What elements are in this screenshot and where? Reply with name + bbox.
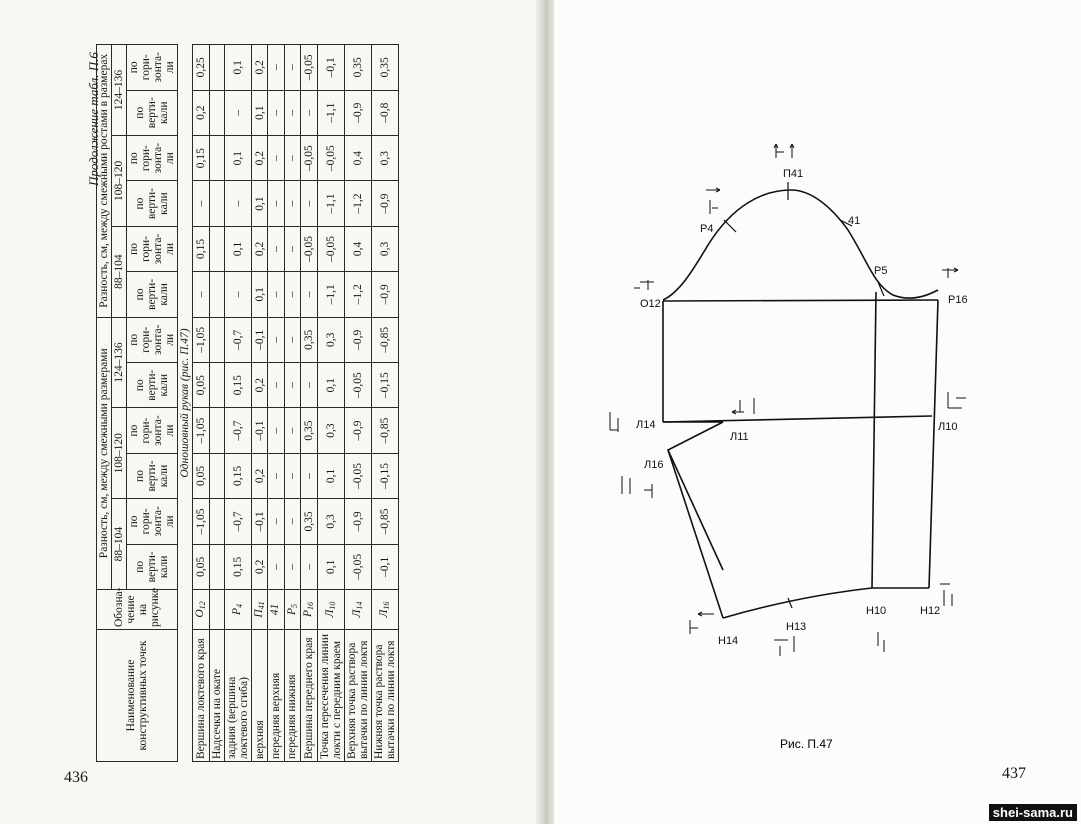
header-sizes: Разность, см, между смежными размерами bbox=[97, 317, 112, 589]
value-cell: – bbox=[268, 362, 284, 407]
value-cell: 0,15 bbox=[224, 453, 251, 498]
designation-subscript: 5 bbox=[289, 603, 299, 608]
value-cell: 0,4 bbox=[344, 135, 371, 180]
value-cell: – bbox=[301, 544, 317, 589]
dart-lines bbox=[663, 422, 723, 570]
header-direction-vert: по верти-кали bbox=[127, 453, 178, 498]
value-cell: 0,35 bbox=[301, 317, 317, 362]
designation-subscript: 12 bbox=[198, 601, 208, 610]
header-direction-horiz: по гори-зонта-ли bbox=[127, 135, 178, 180]
value-cell: – bbox=[284, 90, 300, 135]
value-cell: – bbox=[224, 90, 251, 135]
value-cell: 0,1 bbox=[224, 45, 251, 91]
designation-letter: П bbox=[253, 609, 266, 618]
value-cell: – bbox=[284, 45, 300, 91]
label-h12: Н12 bbox=[920, 605, 941, 617]
value-cell: – bbox=[301, 453, 317, 498]
value-cell: – bbox=[301, 181, 317, 226]
designation-subscript: 16 bbox=[306, 601, 316, 610]
label-h14: Н14 bbox=[718, 635, 739, 647]
value-cell bbox=[209, 181, 224, 226]
value-cell: 0,15 bbox=[193, 226, 209, 271]
sizing-table bbox=[96, 44, 524, 762]
value-cell: – bbox=[268, 544, 284, 589]
value-cell: – bbox=[284, 544, 300, 589]
value-cell: – bbox=[284, 499, 300, 544]
value-cell: 0,3 bbox=[317, 499, 344, 544]
table-row bbox=[301, 45, 317, 762]
value-cell bbox=[209, 362, 224, 407]
value-cell: – bbox=[284, 317, 300, 362]
value-cell: –0,1 bbox=[371, 544, 398, 589]
label-l11: Л11 bbox=[730, 431, 749, 443]
table-row bbox=[209, 45, 224, 762]
value-cell: – bbox=[268, 45, 284, 91]
value-cell: 0,15 bbox=[224, 362, 251, 407]
label-p41: П41 bbox=[783, 168, 804, 180]
value-cell: 0,1 bbox=[317, 544, 344, 589]
value-cell bbox=[209, 135, 224, 180]
value-cell bbox=[209, 45, 224, 91]
label-l14: Л14 bbox=[636, 419, 656, 431]
value-cell: –0,7 bbox=[224, 408, 251, 453]
label-p16: Р16 bbox=[948, 294, 968, 306]
value-cell: – bbox=[224, 181, 251, 226]
value-cell: –0,05 bbox=[301, 135, 317, 180]
row-designation bbox=[209, 590, 224, 630]
value-cell: –0,05 bbox=[344, 362, 371, 407]
value-cell: 0,05 bbox=[193, 453, 209, 498]
table-row bbox=[284, 45, 300, 762]
header-designation: Обозна-чение на рисунке bbox=[97, 590, 178, 630]
value-cell: –1,05 bbox=[193, 408, 209, 453]
value-cell: 0,05 bbox=[193, 544, 209, 589]
designation-subscript: 16 bbox=[382, 601, 392, 610]
value-cell: –0,1 bbox=[317, 45, 344, 91]
value-cell: – bbox=[268, 181, 284, 226]
row-name: задния (вершина локтевого сгиба) bbox=[224, 630, 251, 762]
value-cell bbox=[209, 408, 224, 453]
value-cell: –0,1 bbox=[252, 499, 268, 544]
section-title: Одношовный рукав (рис. П.47) bbox=[179, 328, 192, 478]
designation-subscript: 4 bbox=[235, 603, 245, 608]
sleeve-cap-curve bbox=[663, 190, 938, 300]
value-cell: – bbox=[224, 272, 251, 317]
header-direction-horiz: по гори-зонта-ли bbox=[127, 408, 178, 453]
header-direction-vert: по верти-кали bbox=[127, 181, 178, 226]
page-number-left: 436 bbox=[64, 769, 88, 786]
table-row bbox=[344, 45, 371, 762]
value-cell: 0,15 bbox=[224, 544, 251, 589]
elbow-line bbox=[663, 416, 932, 422]
value-cell: 0,2 bbox=[252, 362, 268, 407]
value-cell: –0,05 bbox=[301, 226, 317, 271]
value-cell: –1,1 bbox=[317, 272, 344, 317]
header-range: 124–136 bbox=[112, 45, 127, 136]
row-designation bbox=[268, 590, 284, 630]
value-cell: – bbox=[268, 226, 284, 271]
table-row bbox=[252, 45, 268, 762]
header-direction-horiz: по гори-зонта-ли bbox=[127, 226, 178, 271]
row-name: верхняя bbox=[252, 630, 268, 762]
row-name: передняя верхняя bbox=[268, 630, 284, 762]
header-name: Наименование конструктивных точек bbox=[97, 630, 178, 762]
table-body bbox=[178, 45, 399, 762]
row-name: передняя нижняя bbox=[284, 630, 300, 762]
value-cell: – bbox=[284, 226, 300, 271]
header-range: 108–120 bbox=[112, 135, 127, 226]
value-cell bbox=[209, 272, 224, 317]
value-cell: 0,2 bbox=[252, 135, 268, 180]
row-name: Нижняя точка раствора вытачки по линии локтя bbox=[371, 630, 398, 762]
header-range: 88–104 bbox=[112, 499, 127, 590]
value-cell: – bbox=[268, 90, 284, 135]
value-cell: – bbox=[268, 499, 284, 544]
label-l10: Л10 bbox=[938, 421, 958, 433]
row-name: Верхняя точка раствора вытачки по линии локтя bbox=[344, 630, 371, 762]
table-row bbox=[224, 45, 251, 762]
value-cell: – bbox=[284, 181, 300, 226]
value-cell: –0,85 bbox=[371, 408, 398, 453]
row-designation bbox=[193, 590, 209, 630]
header-range: 124–136 bbox=[112, 317, 127, 408]
row-name: Точка пересечения линии локти с передним краем bbox=[317, 630, 344, 762]
designation-subscript: 10 bbox=[327, 601, 337, 610]
value-cell: – bbox=[284, 408, 300, 453]
value-cell: – bbox=[268, 317, 284, 362]
page-number-right: 437 bbox=[1002, 765, 1026, 782]
value-cell: 0,1 bbox=[224, 135, 251, 180]
value-cell: –0,9 bbox=[371, 272, 398, 317]
figure-caption: Рис. П.47 bbox=[780, 737, 833, 751]
header-direction-vert: по верти-кали bbox=[127, 90, 178, 135]
data-table bbox=[96, 44, 399, 762]
inner-vertical-line bbox=[872, 292, 876, 588]
value-cell: 0,2 bbox=[252, 544, 268, 589]
value-cell: 0,35 bbox=[301, 408, 317, 453]
header-range: 108–120 bbox=[112, 408, 127, 499]
value-cell: –0,05 bbox=[317, 135, 344, 180]
front-edge bbox=[929, 300, 938, 588]
table-row bbox=[193, 45, 209, 762]
value-cell: – bbox=[284, 135, 300, 180]
value-cell bbox=[209, 499, 224, 544]
row-designation bbox=[317, 590, 344, 630]
designation-letter: Л bbox=[378, 609, 391, 618]
value-cell: 0,05 bbox=[193, 362, 209, 407]
value-cell bbox=[209, 453, 224, 498]
value-cell: –0,8 bbox=[371, 90, 398, 135]
value-cell: –0,7 bbox=[224, 317, 251, 362]
value-cell: –0,9 bbox=[344, 499, 371, 544]
value-cell: –0,1 bbox=[252, 317, 268, 362]
value-cell: 0,1 bbox=[224, 226, 251, 271]
value-cell: – bbox=[301, 362, 317, 407]
value-cell bbox=[209, 226, 224, 271]
label-o12: О12 bbox=[640, 298, 661, 310]
sleeve-pattern-figure bbox=[548, 0, 1081, 824]
header-direction-vert: по верти-кали bbox=[127, 362, 178, 407]
value-cell: –0,9 bbox=[344, 90, 371, 135]
label-p5: Р5 bbox=[874, 265, 888, 277]
value-cell: – bbox=[284, 453, 300, 498]
value-cell: 0,35 bbox=[344, 45, 371, 91]
value-cell: – bbox=[193, 181, 209, 226]
designation-letter: Л bbox=[351, 609, 364, 618]
designation-letter: 41 bbox=[269, 603, 282, 616]
header-direction-horiz: по гори-зонта-ли bbox=[127, 45, 178, 91]
value-cell: 0,1 bbox=[252, 90, 268, 135]
header-direction-vert: по верти-кали bbox=[127, 272, 178, 317]
row-name: Надсечки на окате bbox=[209, 630, 224, 762]
table-row bbox=[268, 45, 284, 762]
designation-letter: Л bbox=[323, 609, 336, 618]
value-cell: 0,25 bbox=[193, 45, 209, 91]
value-cell: 0,15 bbox=[193, 135, 209, 180]
value-cell: 0,2 bbox=[193, 90, 209, 135]
value-cell bbox=[209, 90, 224, 135]
value-cell: –0,9 bbox=[344, 408, 371, 453]
value-cell: –0,15 bbox=[371, 453, 398, 498]
label-h13: Н13 bbox=[786, 621, 807, 633]
value-cell: 0,1 bbox=[317, 362, 344, 407]
header-heights: Разность, см, между смежными ростами в размерах bbox=[97, 45, 112, 318]
value-cell: 0,2 bbox=[252, 226, 268, 271]
value-cell: –1,2 bbox=[344, 181, 371, 226]
value-cell: –0,7 bbox=[224, 499, 251, 544]
value-cell: –1,05 bbox=[193, 499, 209, 544]
value-cell: 0,2 bbox=[252, 45, 268, 91]
designation-subscript: 41 bbox=[257, 601, 267, 610]
value-cell: –0,05 bbox=[301, 45, 317, 91]
row-designation bbox=[224, 590, 251, 630]
value-cell: – bbox=[284, 272, 300, 317]
header-direction-horiz: по гори-зонта-ли bbox=[127, 499, 178, 544]
label-l16: Л16 bbox=[644, 459, 664, 471]
value-cell: – bbox=[268, 135, 284, 180]
value-cell: – bbox=[301, 90, 317, 135]
hem-curve bbox=[723, 588, 929, 618]
cap-base-line bbox=[663, 300, 938, 301]
table-row bbox=[317, 45, 344, 762]
value-cell: 0,4 bbox=[344, 226, 371, 271]
row-designation bbox=[252, 590, 268, 630]
value-cell: – bbox=[268, 272, 284, 317]
value-cell: –1,2 bbox=[344, 272, 371, 317]
value-cell: 0,3 bbox=[371, 135, 398, 180]
value-cell: –0,05 bbox=[344, 453, 371, 498]
value-cell: 0,3 bbox=[317, 408, 344, 453]
value-cell: 0,3 bbox=[371, 226, 398, 271]
designation-letter: Р bbox=[231, 607, 244, 616]
value-cell: –1,1 bbox=[317, 181, 344, 226]
value-cell: 0,1 bbox=[252, 181, 268, 226]
value-cell: –0,85 bbox=[371, 499, 398, 544]
value-cell: – bbox=[268, 408, 284, 453]
label-h10: Н10 bbox=[866, 605, 887, 617]
designation-letter: Р bbox=[285, 607, 298, 616]
value-cell: –0,1 bbox=[252, 408, 268, 453]
value-cell: –0,9 bbox=[344, 317, 371, 362]
header-direction-vert: по верти-кали bbox=[127, 544, 178, 589]
value-cell bbox=[209, 317, 224, 362]
value-cell: – bbox=[193, 272, 209, 317]
designation-letter: Р bbox=[302, 609, 315, 618]
row-designation bbox=[301, 590, 317, 630]
continuation-title: Продолжение табл. П.6 bbox=[86, 52, 101, 186]
value-cell: –0,9 bbox=[371, 181, 398, 226]
value-cell: –1,05 bbox=[193, 317, 209, 362]
row-designation bbox=[284, 590, 300, 630]
value-cell: – bbox=[284, 362, 300, 407]
watermark: shei-sama.ru bbox=[989, 804, 1077, 821]
designation-subscript: 14 bbox=[355, 601, 365, 610]
value-cell: 0,1 bbox=[252, 272, 268, 317]
label-41: 41 bbox=[848, 215, 861, 227]
row-name: Вершина переднего края bbox=[301, 630, 317, 762]
header-range: 88–104 bbox=[112, 226, 127, 317]
value-cell: 0,35 bbox=[371, 45, 398, 91]
value-cell: – bbox=[301, 272, 317, 317]
value-cell: –0,15 bbox=[371, 362, 398, 407]
table-row bbox=[371, 45, 398, 762]
value-cell: 0,1 bbox=[317, 453, 344, 498]
value-cell: –0,05 bbox=[344, 544, 371, 589]
value-cell bbox=[209, 544, 224, 589]
row-designation bbox=[344, 590, 371, 630]
value-cell: –1,1 bbox=[317, 90, 344, 135]
value-cell: 0,35 bbox=[301, 499, 317, 544]
value-cell: –0,85 bbox=[371, 317, 398, 362]
value-cell: – bbox=[268, 453, 284, 498]
header-direction-horiz: по гори-зонта-ли bbox=[127, 317, 178, 362]
back-lower-edge bbox=[668, 450, 723, 618]
row-designation bbox=[371, 590, 398, 630]
label-p4: Р4 bbox=[700, 223, 714, 235]
value-cell: –0,05 bbox=[317, 226, 344, 271]
value-cell: 0,3 bbox=[317, 317, 344, 362]
value-cell: 0,2 bbox=[252, 453, 268, 498]
row-name: Вершина локтевого края bbox=[193, 630, 209, 762]
designation-letter: O bbox=[194, 609, 207, 618]
